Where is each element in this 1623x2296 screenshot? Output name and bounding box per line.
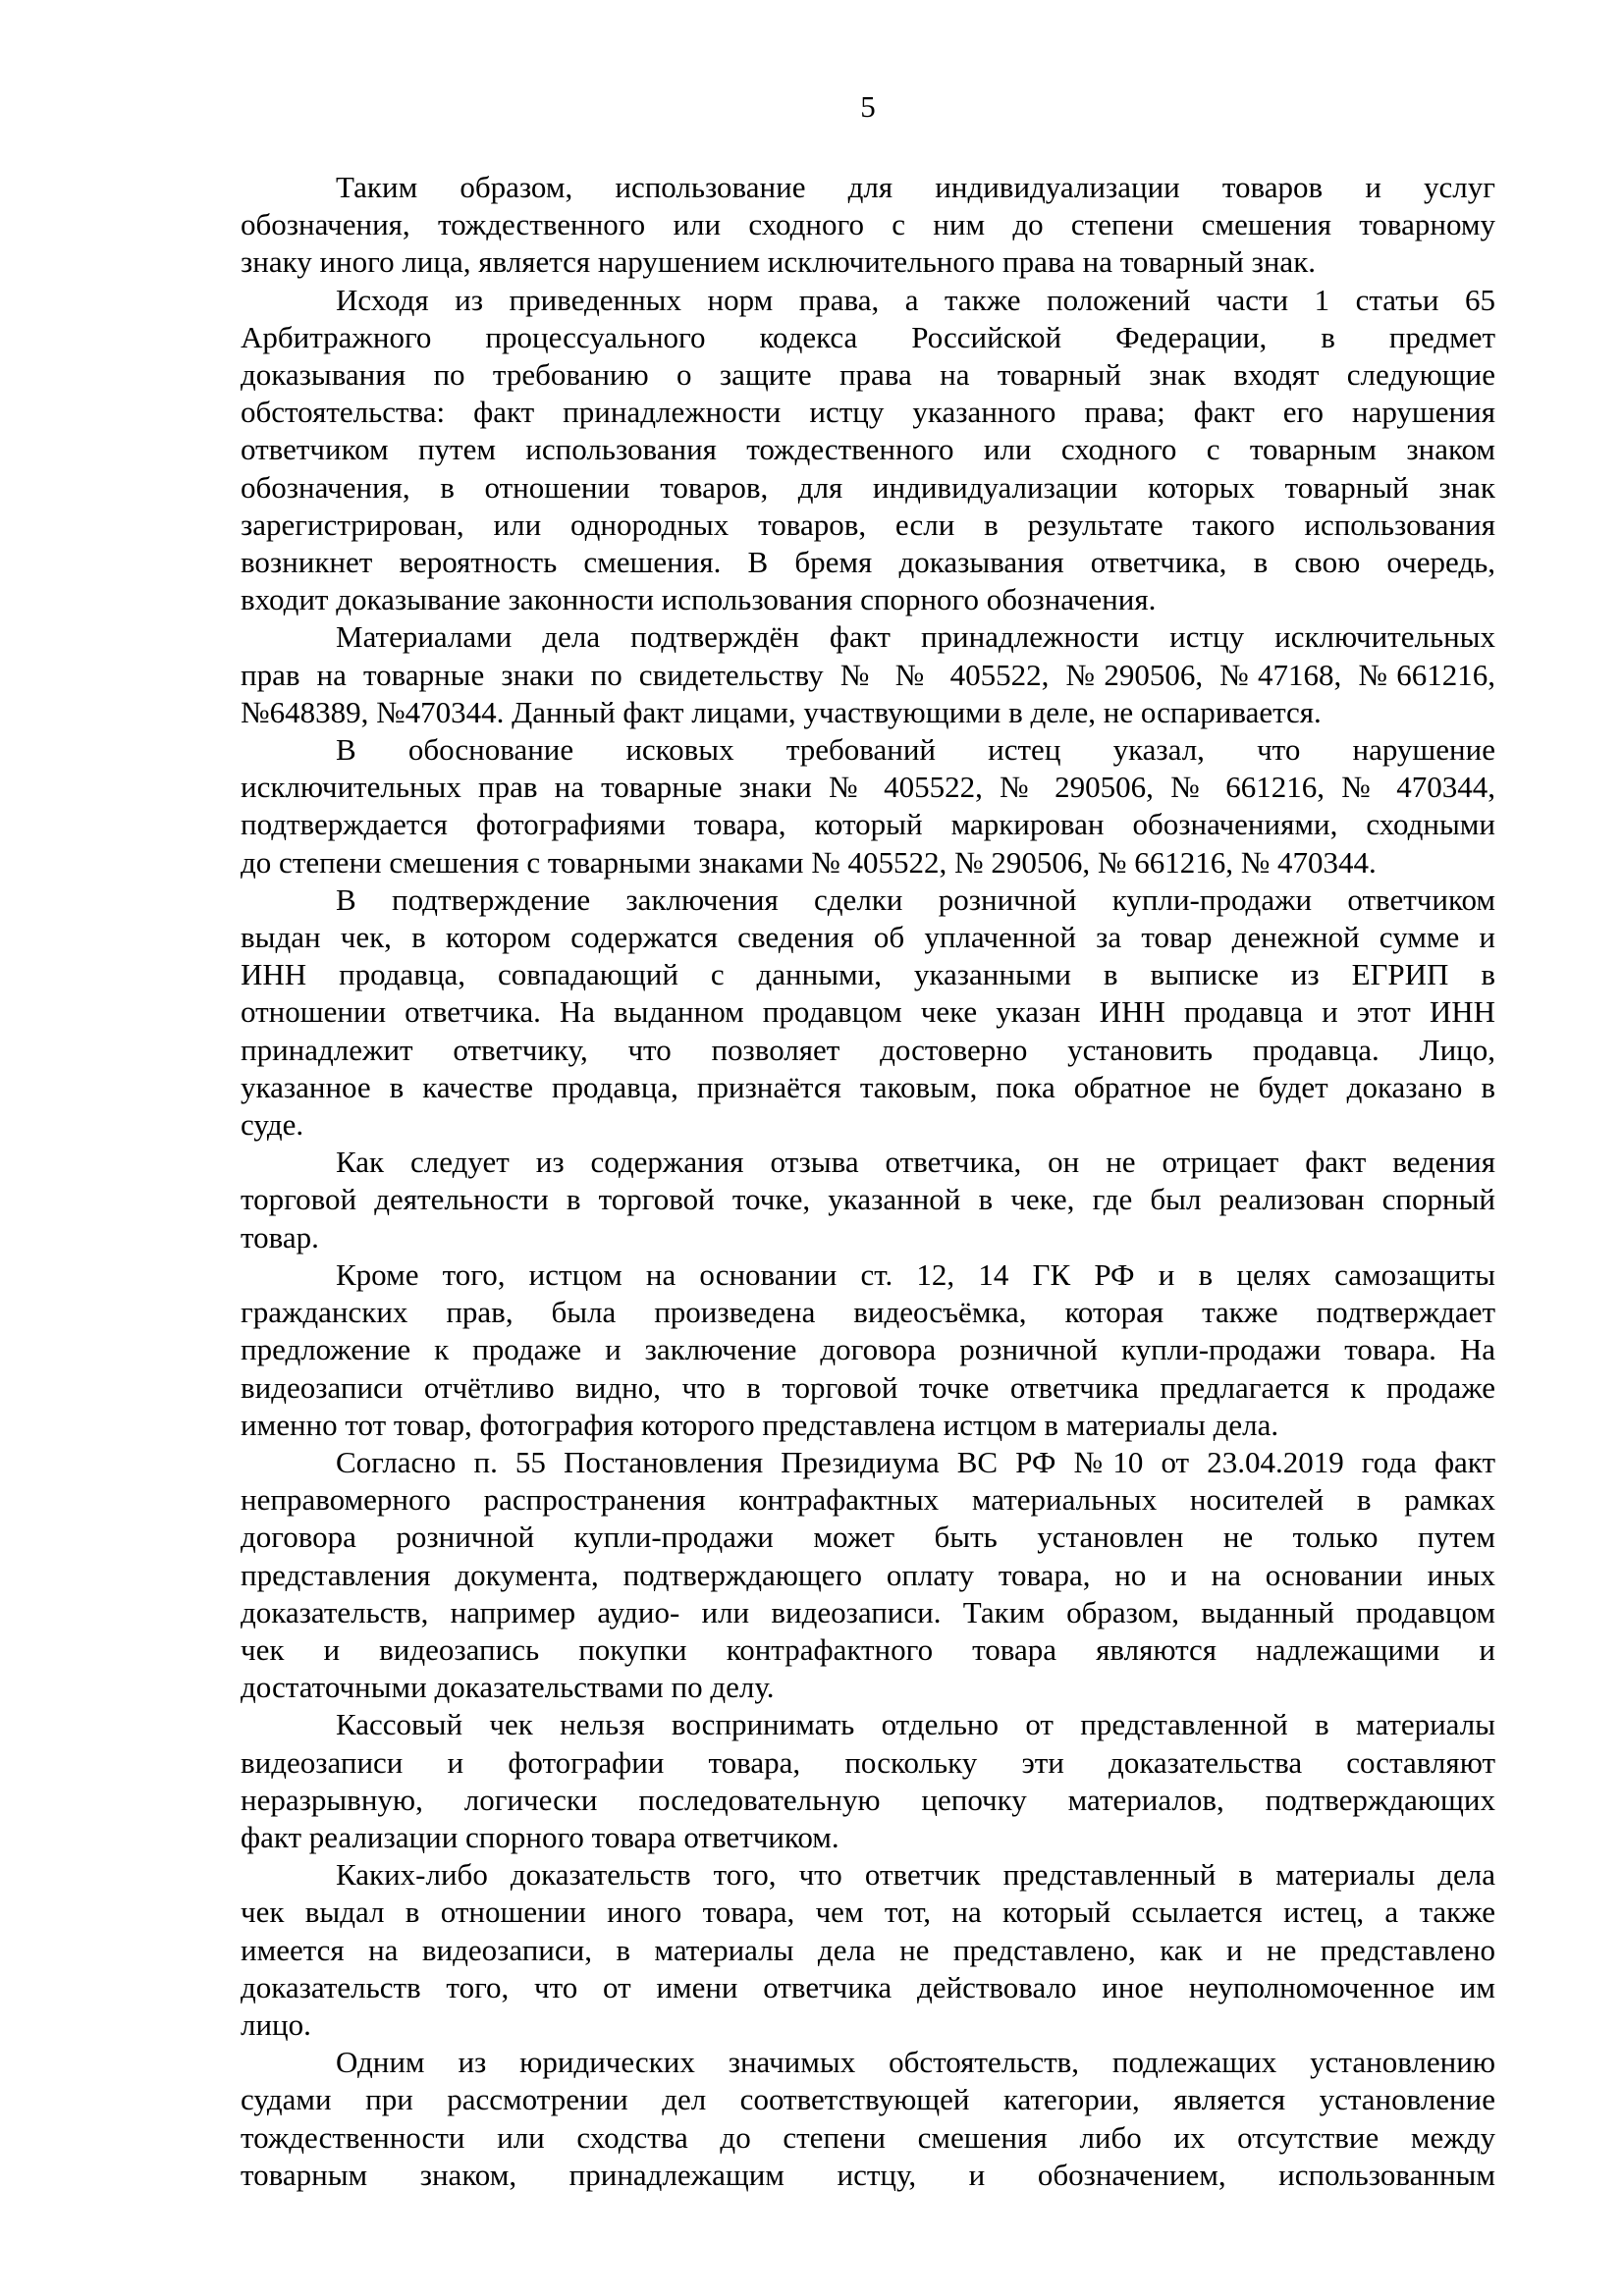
text-line: видеозаписи отчётливо видно, что в торговой точке ответчика предлагается к продаже (241, 1369, 1495, 1405)
text-line: судами при рассмотрении дел соответствующей категории, является установление (241, 2082, 1495, 2117)
text-line: принадлежит ответчику, что позволяет достоверно установить продавца. Лицо, (241, 1032, 1495, 1067)
text-line: доказательств того, что от имени ответчика действовало иное неуполномоченное им (241, 1969, 1495, 2004)
text-line: Кроме того, истцом на основании ст. 12, 14 ГК РФ и в целях самозащиты (336, 1256, 1495, 1292)
text-line: В обоснование исковых требований истец указал, что нарушение (336, 732, 1495, 768)
paragraph (241, 1856, 1495, 2044)
text-line: прав на товарные знаки по свидетельству № № 405522, №290506, №47168, №661216, (241, 657, 1495, 692)
text-line: подтверждается фотографиями товара, который маркирован обозначениями, сходными (241, 807, 1495, 842)
text-line: видеозаписи и фотографии товара, поскольку эти доказательства составляют (241, 1744, 1495, 1780)
text-line: имеется на видеозаписи, в материалы дела не представлено, как и не представлено (241, 1932, 1495, 1967)
text-line: отношении ответчика. На выданном продавцом чеке указан ИНН продавца и этот ИНН (241, 994, 1495, 1030)
text-line: товар. (241, 1219, 319, 1255)
text-line: доказывания по требованию о защите права на товарный знак входят следующие (241, 357, 1495, 393)
text-line: тождественности или сходства до степени смешения либо их отсутствие между (241, 2119, 1495, 2155)
text-line: товарным знаком, принадлежащим истцу, и обозначением, использованным (241, 2157, 1495, 2192)
text-line: представления документа, подтверждающего оплату товара, но и на основании иных (241, 1557, 1495, 1592)
text-line: Кассовый чек нельзя воспринимать отдельно от представленной в материалы (336, 1707, 1495, 1742)
text-line: ответчиком путем использования тождественного или сходного с товарным знаком (241, 432, 1495, 467)
paragraph (241, 618, 1495, 731)
paragraph (241, 169, 1495, 282)
paragraph (241, 1144, 1495, 1256)
text-line: гражданских прав, была произведена видеосъёмка, которая также подтверждает (241, 1295, 1495, 1330)
text-line: знаку иного лица, является нарушением исключительного права на товарный знак. (241, 244, 1317, 280)
text-line: лицо. (241, 2006, 311, 2042)
text-line: Как следует из содержания отзыва ответчика, он не отрицает факт ведения (336, 1145, 1495, 1180)
text-line: выдан чек, в котором содержатся сведения об уплаченной за товар денежной сумме и (241, 920, 1495, 955)
text-line: Таким образом, использование для индивидуализации товаров и услуг (336, 170, 1495, 204)
document-body (241, 169, 1495, 2194)
text-line: достаточными доказательствами по делу. (241, 1670, 775, 1705)
text-line: обстоятельства: факт принадлежности истцу указанного права; факт его нарушения (241, 395, 1495, 430)
paragraph (241, 282, 1495, 619)
paragraph (241, 2044, 1495, 2194)
text-line: В подтверждение заключения сделки розничной купли-продажи ответчиком (336, 881, 1495, 917)
text-line: чек выдал в отношении иного товара, чем тот, на который ссылается истец, а также (241, 1895, 1495, 1930)
paragraph (241, 881, 1495, 1144)
paragraph (241, 1706, 1495, 1856)
text-line: договора розничной купли-продажи может быть установлен не только путем (241, 1520, 1495, 1555)
text-line: указанное в качестве продавца, признаётся таковым, пока обратное не будет доказано в (241, 1069, 1495, 1104)
text-line: зарегистрирован, или однородных товаров, если в результате такого использования (241, 507, 1495, 542)
text-line: именно тот товар, фотография которого представлена истцом в материалы дела. (241, 1407, 1279, 1442)
text-line: неразрывную, логически последовательную цепочку материалов, подтверждающих (241, 1782, 1495, 1817)
text-line: доказательств, например аудио- или видеозаписи. Таким образом, выданный продавцом (241, 1594, 1495, 1629)
text-line: ИНН продавца, совпадающий с данными, указанными в выписке из ЕГРИП в (241, 957, 1495, 992)
text-line: до степени смешения с товарными знаками № 405522, № 290506, № 661216, № 470344. (241, 844, 1377, 880)
text-line: обозначения, тождественного или сходного с ним до степени смешения товарному (241, 207, 1495, 242)
paragraph (241, 731, 1495, 881)
text-line: Арбитражного процессуального кодекса Российской Федерации, в предмет (241, 319, 1495, 354)
text-line: обозначения, в отношении товаров, для индивидуализации которых товарный знак (241, 469, 1495, 505)
text-line: Одним из юридических значимых обстоятельств, подлежащих установлению (336, 2045, 1495, 2080)
text-line: торговой деятельности в торговой точке, указанной в чеке, где был реализован спорный (241, 1182, 1495, 1217)
text-line: Исходя из приведенных норм права, а также положений части 1 статьи 65 (336, 282, 1495, 317)
text-line: факт реализации спорного товара ответчиком. (241, 1819, 839, 1854)
text-line: возникнет вероятность смешения. В бремя доказывания ответчика, в свою очередь, (241, 545, 1495, 580)
text-line: Каких-либо доказательств того, что ответчик представленный в материалы дела (336, 1857, 1495, 1893)
page-content (241, 88, 1495, 2194)
text-line: №648389, №470344. Данный факт лицами, участвующими в деле, не оспаривается. (241, 694, 1322, 729)
text-line: исключительных прав на товарные знаки № 405522, № 290506, № 661216, № 470344, (241, 770, 1495, 805)
page-number: 5 (860, 89, 876, 124)
text-line: чек и видеозапись покупки контрафактного товара являются надлежащими и (241, 1631, 1495, 1667)
paragraph (241, 1444, 1495, 1706)
text-line: Согласно п. 55 Постановления Президиума ВС РФ №10 от 23.04.2019 года факт (336, 1444, 1495, 1479)
text-line: неправомерного распространения контрафактных материальных носителей в рамках (241, 1482, 1495, 1518)
text-line: суде. (241, 1107, 304, 1143)
text-line: предложение к продаже и заключение договора розничной купли-продажи товара. На (241, 1332, 1495, 1367)
text-line: Материалами дела подтверждён факт принадлежности истцу исключительных (336, 619, 1495, 655)
paragraph (241, 1256, 1495, 1444)
text-line: входит доказывание законности использования спорного обозначения. (241, 582, 1157, 617)
